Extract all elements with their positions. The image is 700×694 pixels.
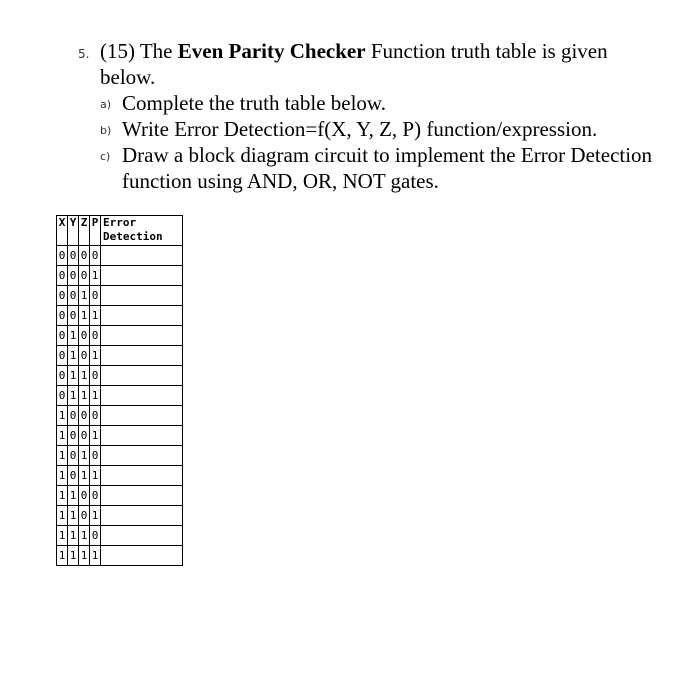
cell-z: 1 bbox=[79, 446, 90, 466]
subpart-b-marker: b) bbox=[100, 124, 112, 137]
cell-x: 0 bbox=[57, 246, 68, 266]
cell-y: 1 bbox=[68, 526, 79, 546]
table-row bbox=[57, 386, 183, 406]
cell-p: 1 bbox=[90, 426, 101, 446]
cell-y: 1 bbox=[68, 386, 79, 406]
cell-y: 0 bbox=[68, 306, 79, 326]
truth-table bbox=[56, 215, 183, 566]
cell-z: 1 bbox=[79, 306, 90, 326]
cell-z: 1 bbox=[79, 366, 90, 386]
table-row bbox=[57, 346, 183, 366]
cell-z: 1 bbox=[79, 386, 90, 406]
cell-x: 1 bbox=[57, 406, 68, 426]
question-text-rest: Function truth table is given below. bbox=[100, 39, 608, 89]
subpart-a-text: Complete the truth table below. bbox=[122, 91, 386, 115]
cell-y: 1 bbox=[68, 326, 79, 346]
cell-z: 0 bbox=[79, 506, 90, 526]
cell-p: 1 bbox=[90, 466, 101, 486]
header-error-detection bbox=[101, 216, 183, 246]
cell-y: 1 bbox=[68, 346, 79, 366]
table-row bbox=[57, 506, 183, 526]
table-row bbox=[57, 406, 183, 426]
cell-y: 1 bbox=[68, 366, 79, 386]
table-row bbox=[57, 246, 183, 266]
cell-x: 1 bbox=[57, 506, 68, 526]
cell-p: 1 bbox=[90, 386, 101, 406]
cell-x: 1 bbox=[57, 466, 68, 486]
cell-x: 1 bbox=[57, 546, 68, 566]
table-row bbox=[57, 546, 183, 566]
cell-error-detection[interactable] bbox=[101, 306, 183, 326]
table-row bbox=[57, 266, 183, 286]
subpart-c bbox=[100, 142, 660, 194]
cell-x: 0 bbox=[57, 346, 68, 366]
subpart-c-text: Draw a block diagram circuit to implement the Error Detection function using AND, OR, NOT gates. bbox=[122, 143, 653, 193]
header-x: X bbox=[57, 216, 68, 246]
cell-error-detection[interactable] bbox=[101, 506, 183, 526]
cell-error-detection[interactable] bbox=[101, 466, 183, 486]
question-text bbox=[100, 38, 660, 90]
cell-error-detection[interactable] bbox=[101, 546, 183, 566]
cell-p: 0 bbox=[90, 526, 101, 546]
cell-p: 1 bbox=[90, 266, 101, 286]
cell-y: 0 bbox=[68, 466, 79, 486]
cell-x: 0 bbox=[57, 306, 68, 326]
cell-y: 1 bbox=[68, 486, 79, 506]
cell-z: 0 bbox=[79, 326, 90, 346]
cell-y: 0 bbox=[68, 426, 79, 446]
table-row bbox=[57, 306, 183, 326]
cell-error-detection[interactable] bbox=[101, 446, 183, 466]
cell-z: 0 bbox=[79, 406, 90, 426]
cell-error-detection[interactable] bbox=[101, 526, 183, 546]
cell-p: 0 bbox=[90, 486, 101, 506]
cell-p: 0 bbox=[90, 366, 101, 386]
table-row bbox=[57, 526, 183, 546]
cell-x: 1 bbox=[57, 486, 68, 506]
cell-x: 0 bbox=[57, 326, 68, 346]
table-row bbox=[57, 446, 183, 466]
subpart-b bbox=[100, 116, 660, 142]
cell-error-detection[interactable] bbox=[101, 426, 183, 446]
cell-z: 1 bbox=[79, 526, 90, 546]
cell-error-detection[interactable] bbox=[101, 386, 183, 406]
cell-z: 0 bbox=[79, 246, 90, 266]
cell-x: 1 bbox=[57, 426, 68, 446]
question-title: Even Parity Checker bbox=[177, 39, 366, 63]
header-z: Z bbox=[79, 216, 90, 246]
subpart-list bbox=[100, 90, 660, 194]
header-error-detection-line2: Detection bbox=[103, 230, 163, 243]
subpart-a-marker: a) bbox=[100, 98, 112, 111]
cell-error-detection[interactable] bbox=[101, 326, 183, 346]
cell-p: 1 bbox=[90, 546, 101, 566]
cell-y: 0 bbox=[68, 266, 79, 286]
subpart-c-marker: c) bbox=[100, 150, 111, 163]
table-row bbox=[57, 426, 183, 446]
question-number: 5. bbox=[78, 47, 90, 61]
cell-y: 1 bbox=[68, 506, 79, 526]
cell-x: 0 bbox=[57, 386, 68, 406]
cell-p: 0 bbox=[90, 326, 101, 346]
cell-error-detection[interactable] bbox=[101, 266, 183, 286]
truth-table-body bbox=[57, 246, 183, 566]
cell-z: 1 bbox=[79, 546, 90, 566]
cell-y: 0 bbox=[68, 246, 79, 266]
cell-z: 0 bbox=[79, 266, 90, 286]
truth-table-header-row bbox=[57, 216, 183, 246]
cell-error-detection[interactable] bbox=[101, 286, 183, 306]
table-row bbox=[57, 286, 183, 306]
cell-x: 0 bbox=[57, 286, 68, 306]
cell-z: 1 bbox=[79, 466, 90, 486]
cell-x: 1 bbox=[57, 526, 68, 546]
table-row bbox=[57, 366, 183, 386]
cell-error-detection[interactable] bbox=[101, 346, 183, 366]
question-points: (15) The bbox=[100, 39, 173, 63]
cell-z: 0 bbox=[79, 486, 90, 506]
subpart-a bbox=[100, 90, 660, 116]
cell-p: 1 bbox=[90, 346, 101, 366]
cell-p: 0 bbox=[90, 446, 101, 466]
header-p: P bbox=[90, 216, 101, 246]
cell-y: 0 bbox=[68, 446, 79, 466]
table-row bbox=[57, 486, 183, 506]
header-y: Y bbox=[68, 216, 79, 246]
cell-z: 0 bbox=[79, 346, 90, 366]
table-row bbox=[57, 326, 183, 346]
subpart-b-text: Write Error Detection=f(X, Y, Z, P) function/expression. bbox=[122, 117, 598, 141]
cell-error-detection[interactable] bbox=[101, 486, 183, 506]
cell-p: 1 bbox=[90, 506, 101, 526]
cell-y: 0 bbox=[68, 406, 79, 426]
cell-x: 1 bbox=[57, 446, 68, 466]
cell-x: 0 bbox=[57, 366, 68, 386]
cell-p: 0 bbox=[90, 246, 101, 266]
table-row bbox=[57, 466, 183, 486]
cell-x: 0 bbox=[57, 266, 68, 286]
cell-y: 1 bbox=[68, 546, 79, 566]
cell-p: 0 bbox=[90, 286, 101, 306]
cell-error-detection[interactable] bbox=[101, 246, 183, 266]
cell-error-detection[interactable] bbox=[101, 366, 183, 386]
cell-z: 0 bbox=[79, 426, 90, 446]
cell-p: 0 bbox=[90, 406, 101, 426]
cell-error-detection[interactable] bbox=[101, 406, 183, 426]
cell-y: 0 bbox=[68, 286, 79, 306]
cell-p: 1 bbox=[90, 306, 101, 326]
header-error-detection-line1: Error bbox=[103, 216, 137, 229]
cell-z: 1 bbox=[79, 286, 90, 306]
